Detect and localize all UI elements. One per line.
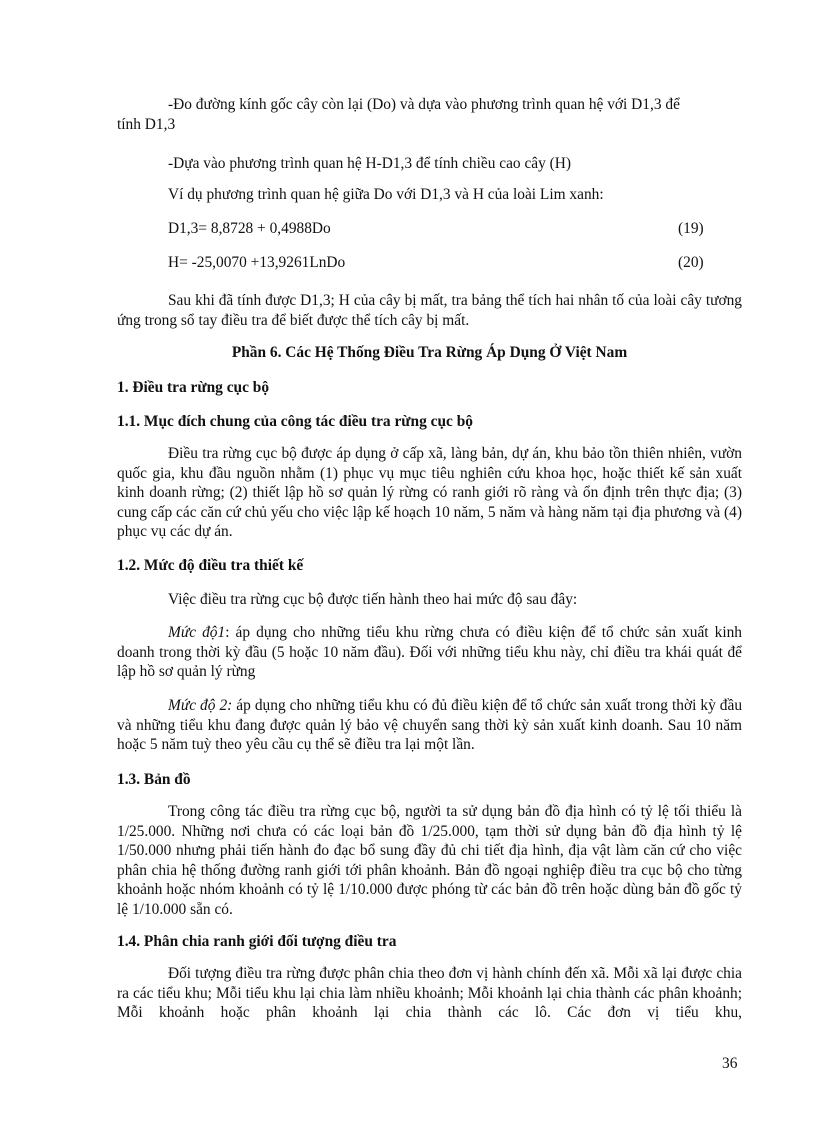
paragraph-height-relation: -Dựa vào phương trình quan hệ H-D1,3 để tính chiều cao cây (H)	[168, 155, 572, 172]
level-2-text: áp dụng cho những tiểu khu có đủ điều kiện để tổ chức sản xuất trong thời kỳ đầu và những tiểu khu đang được quản lý bảo vệ chuyển sang thời kỳ sản xuất kinh doanh. Sau 10 năm hoặc 5 năm tuỳ theo yêu cầu cụ thể sẽ điều tra lại một lần.	[117, 697, 743, 754]
paragraph-do-measure-line1: -Đo đường kính gốc cây còn lại (Do) và dựa vào phương trình quan hệ với D1,3 để	[168, 96, 680, 113]
heading-section-1-3: 1.3. Bản đồ	[117, 771, 191, 788]
heading-section-1-1: 1.1. Mục đích chung của công tác điều tra rừng cục bộ	[117, 413, 473, 430]
paragraph-section-1-3: Trong công tác điều tra rừng cục bộ, người ta sử dụng bản đồ địa hình có tỷ lệ tối thiểu là 1/25.000. Những nơi chưa có các loại bản đồ 1/25.000, tạm thời sử dụng bản đồ địa hình tỷ lệ 1/50.000 nhưng phải tiến hành đo đạc bổ sung đầy đủ chi tiết địa hình, địa vật làm căn cứ cho việc phân chia hệ thống đường ranh giới tới phân khoảnh. Bản đồ ngoại nghiệp điều tra cục bộ cho từng khoảnh hoặc nhóm khoảnh có tỷ lệ 1/10.000 được phóng từ các bản đồ trên hoặc dùng bản đồ gốc tỷ lệ 1/10.000 sẵn có.	[117, 803, 742, 918]
paragraph-level-2	[117, 696, 742, 755]
heading-section-1: 1. Điều tra rừng cục bộ	[117, 379, 270, 396]
paragraph-do-measure-line2: tính D1,3	[117, 116, 176, 133]
equation-19	[168, 219, 742, 239]
heading-section-1-4: 1.4. Phân chia ranh giới đối tượng điều tra	[117, 933, 397, 950]
equation-number: (19)	[678, 220, 704, 237]
paragraph-levels-intro: Việc điều tra rừng cục bộ được tiến hành theo hai mức độ sau đây:	[168, 591, 578, 608]
equation-formula: D1,3= 8,8728 + 0,4988Do	[168, 220, 331, 237]
equation-formula: H= -25,0070 +13,9261LnDo	[168, 254, 346, 271]
paragraph-section-1-4: Đối tượng điều tra rừng được phân chia theo đơn vị hành chính đến xã. Mỗi xã lại được chia ra các tiểu khu; Mỗi tiểu khu lại chia làm nhiều khoảnh; Mỗi khoảnh lại chia thành các phân khoảnh; Mỗi khoảnh hoặc phân khoảnh lại chia thành các lô. Các đơn vị tiểu khu,	[117, 965, 742, 1022]
level-1-text: : áp dụng cho những tiểu khu rừng chưa có điều kiện để tổ chức sản xuất kinh doanh trong thời kỳ đầu (5 hoặc 10 năm đầu). Đối với những tiểu khu này, chỉ điều tra khái quát để lập hồ sơ quản lý rừng	[117, 624, 743, 681]
equation-number: (20)	[678, 254, 704, 271]
level-2-label: Mức độ 2:	[168, 697, 233, 714]
paragraph-after-calc: Sau khi đã tính được D1,3; H của cây bị mất, tra bảng thể tích hai nhân tố của loài cây tương ứng trong sổ tay điều tra để biết được thể tích cây bị mất.	[117, 292, 742, 329]
paragraph-level-1	[117, 623, 742, 682]
level-1-label: Mức độ1	[168, 624, 226, 641]
heading-section-1-2: 1.2. Mức độ điều tra thiết kế	[117, 557, 304, 574]
paragraph-section-1-1: Điều tra rừng cục bộ được áp dụng ở cấp xã, làng bản, dự án, khu bảo tồn thiên nhiên, vườn quốc gia, khu đầu nguồn nhằm (1) phục vụ mục tiêu nghiên cứu khoa học, hoặc thiết kế sản xuất kinh doanh rừng; (2) thiết lập hồ sơ quản lý rừng có ranh giới rõ ràng và ổn định trên thực địa; (3) cung cấp các căn cứ chủ yếu cho việc lập kế hoạch 10 năm, 5 năm và hàng năm tại địa phương và (4) phục vụ các dự án.	[117, 445, 742, 541]
equation-20	[168, 253, 742, 273]
heading-part6: Phần 6. Các Hệ Thống Điều Tra Rừng Áp Dụng Ở Việt Nam	[231, 344, 628, 361]
paragraph-example-intro: Ví dụ phương trình quan hệ giữa Do với D1,3 và H của loài Lim xanh:	[168, 186, 604, 203]
page-number: 36	[722, 1055, 738, 1072]
